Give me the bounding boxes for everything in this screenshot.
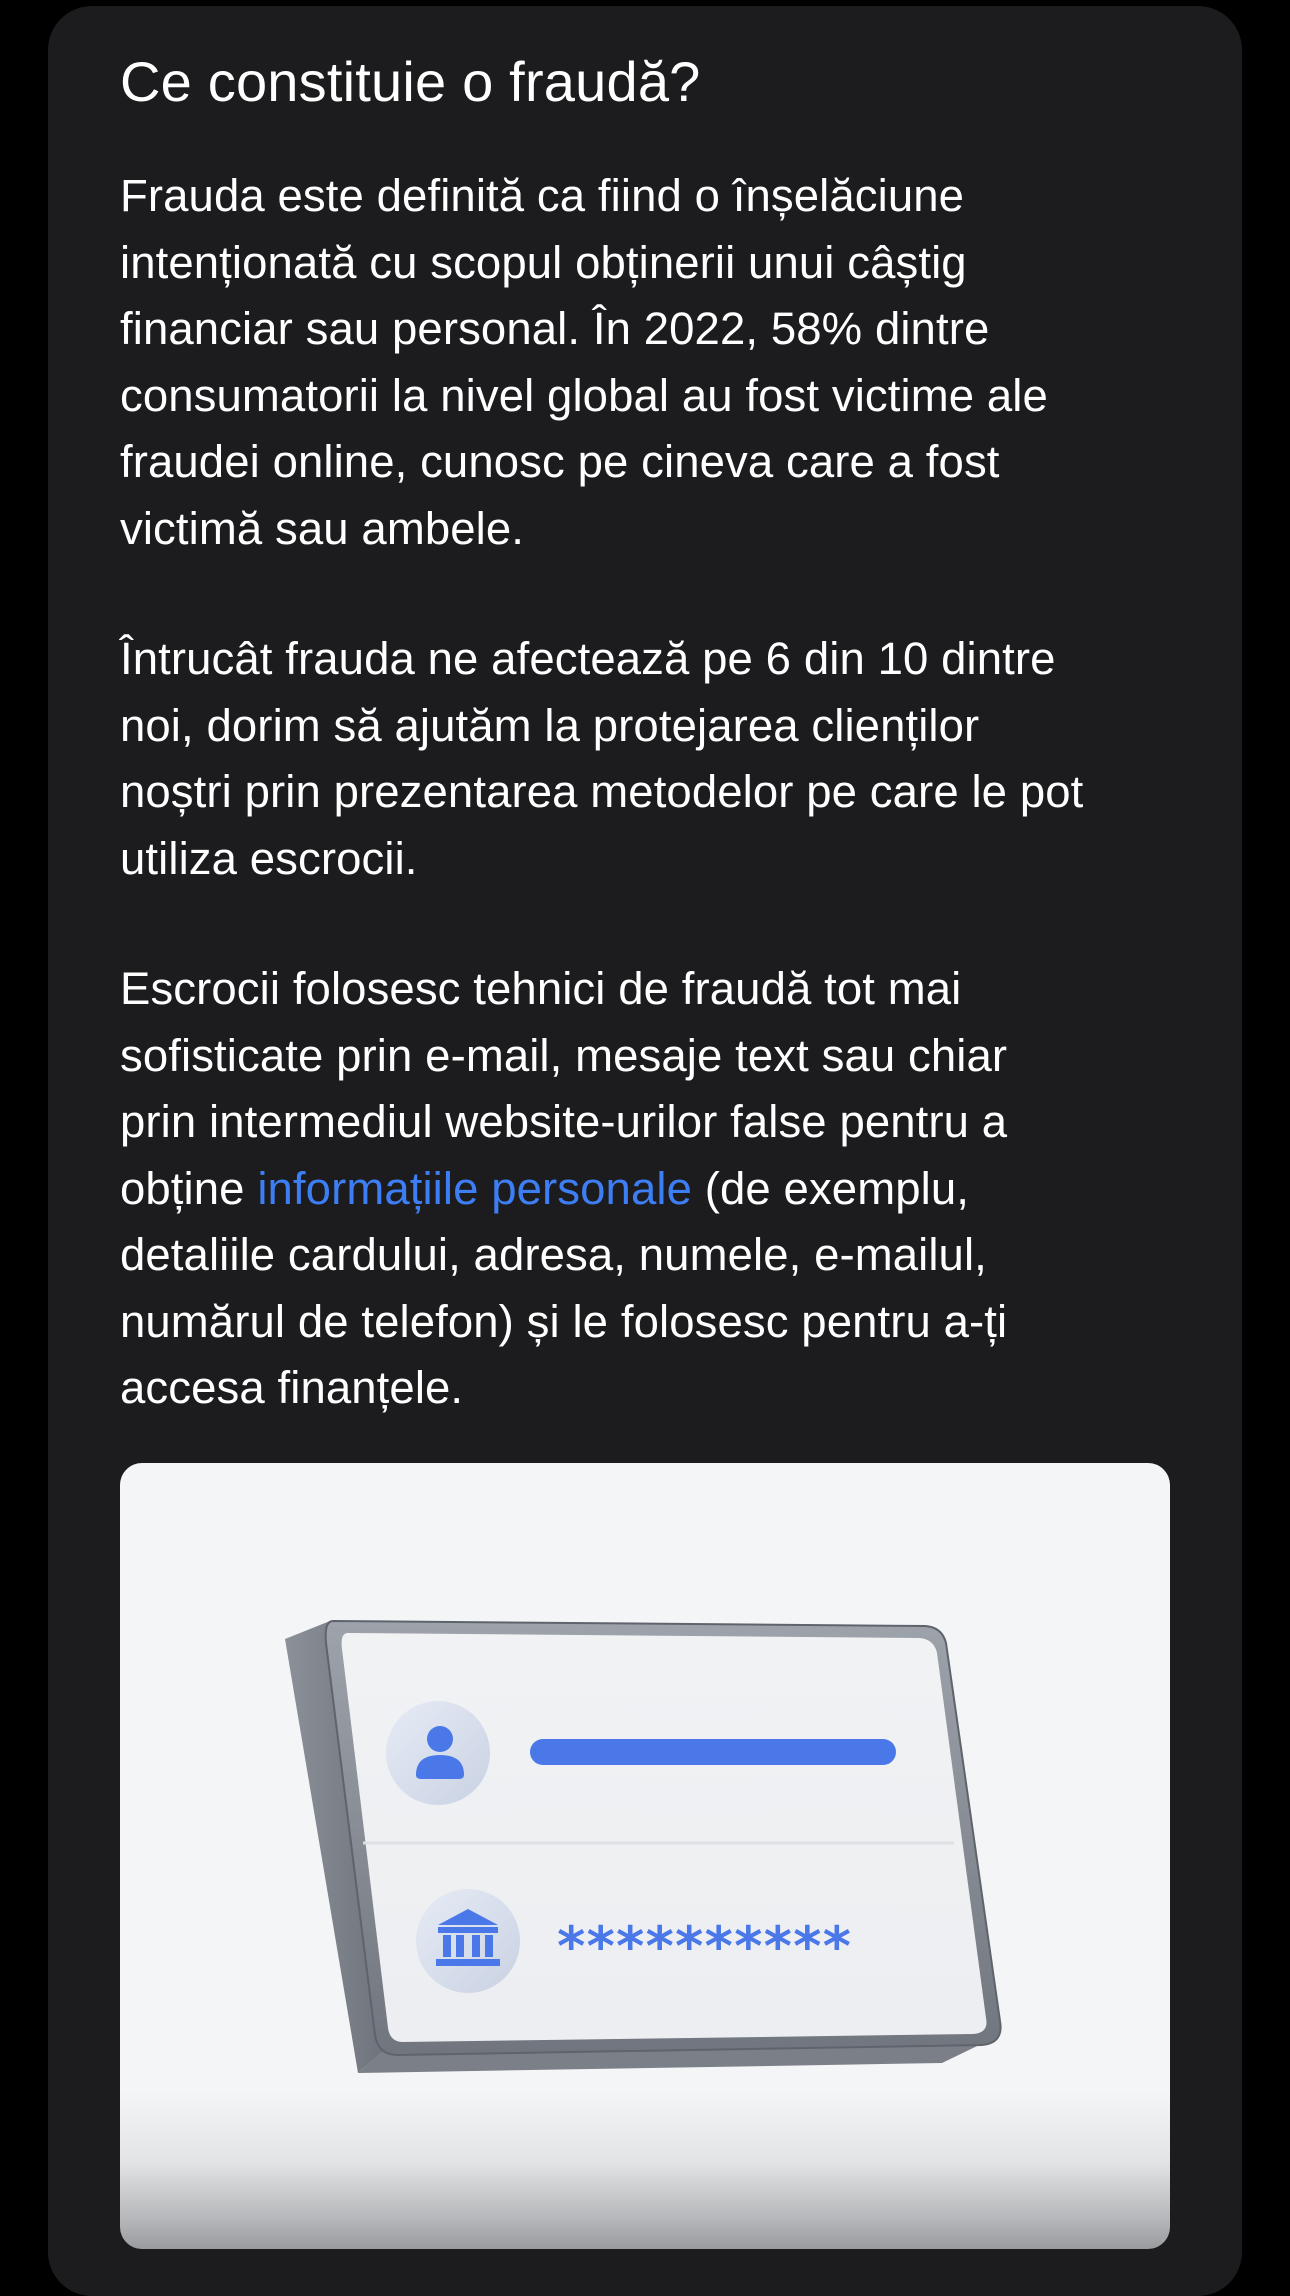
username-field-bar (530, 1739, 896, 1765)
text-line: fraudei online, cunosc pe cineva care a fost (120, 436, 1000, 487)
text-line: utiliza escrocii. (120, 832, 418, 884)
text-line: accesa finanțele. (120, 1362, 464, 1413)
text-line: numărul de telefon) și le folosesc pentru a-ți (120, 1295, 1008, 1347)
user-icon-circle (386, 1701, 490, 1805)
illustration-graphic (120, 1463, 1170, 2249)
text-line: consumatorii la nivel global au fost victime ale (120, 369, 1048, 421)
text-line: noștri prin prezentarea metodelor pe care le pot (120, 766, 1084, 817)
paragraph-definition (120, 163, 1180, 562)
text-line: intenționată cu scopul obținerii unui câștig (120, 236, 967, 288)
paragraph-impact (120, 626, 1180, 892)
login-card-illustration (120, 1463, 1170, 2249)
text-line: Frauda este definită ca fiind o înșelăciune (120, 170, 965, 221)
password-mask: ********** (555, 1915, 851, 1978)
bank-icon-circle (416, 1889, 520, 1993)
text-line: sofisticate prin e-mail, mesaje text sau chiar (120, 1029, 1008, 1081)
text-line: prin intermediul website-urilor false pentru a (120, 1096, 1008, 1147)
article-content (120, 40, 1180, 1422)
text-line: detaliile cardului, adresa, numele, e-mailul, (120, 1229, 987, 1280)
text-line: Escrocii folosesc tehnici de fraudă tot mai (120, 963, 962, 1014)
text-line: (de exemplu, (692, 1162, 969, 1214)
text-line: Întrucât frauda ne afectează pe 6 din 10 dintre (120, 633, 1056, 684)
paragraph-techniques (120, 956, 1180, 1422)
text-line: obține (120, 1162, 258, 1214)
text-line: noi, dorim să ajutăm la protejarea clienților (120, 699, 980, 751)
text-line: victimă sau ambele. (120, 502, 524, 554)
article-title: Ce constituie o fraudă? (120, 50, 701, 113)
text-line: financiar sau personal. În 2022, 58% dintre (120, 303, 990, 354)
personal-information-link[interactable]: informațiile personale (257, 1162, 692, 1214)
